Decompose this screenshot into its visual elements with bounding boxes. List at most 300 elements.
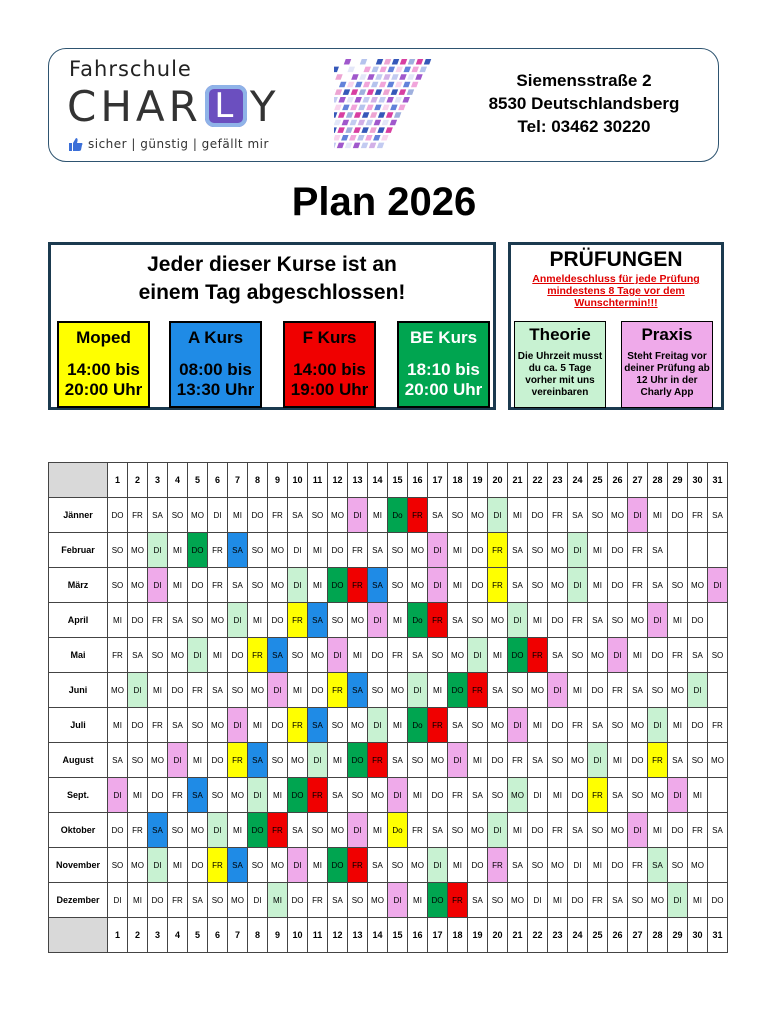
day-cell: SO <box>468 708 488 743</box>
day-cell: DI <box>428 848 448 883</box>
day-cell: MO <box>568 743 588 778</box>
mosaic-tile <box>400 59 408 65</box>
course-name: F Kurs <box>302 328 357 347</box>
day-cell <box>708 603 728 638</box>
address-phone: Tel: 03462 30220 <box>517 117 651 136</box>
day-cell: Do <box>408 708 428 743</box>
brand-logo <box>67 83 279 129</box>
day-cell: SO <box>408 743 428 778</box>
day-cell: SO <box>588 813 608 848</box>
day-cell: MO <box>348 603 368 638</box>
day-cell: DO <box>288 778 308 813</box>
day-cell <box>668 533 688 568</box>
day-cell: DI <box>568 848 588 883</box>
day-cell: FR <box>488 568 508 603</box>
day-cell: MO <box>368 883 388 918</box>
day-cell: SO <box>688 743 708 778</box>
day-cell <box>688 533 708 568</box>
day-cell: FR <box>548 813 568 848</box>
course-a-kurs <box>169 321 262 408</box>
day-cell: SA <box>668 743 688 778</box>
day-cell: DI <box>568 533 588 568</box>
day-cell: DO <box>148 778 168 813</box>
day-cell: DI <box>508 708 528 743</box>
day-cell: DI <box>288 568 308 603</box>
day-cell: MO <box>268 848 288 883</box>
day-cell <box>708 848 728 883</box>
course-name: A Kurs <box>187 328 244 347</box>
mosaic-tile <box>359 89 367 95</box>
day-number-cell: 8 <box>248 463 268 498</box>
day-cell: FR <box>568 708 588 743</box>
day-cell: SA <box>308 708 328 743</box>
day-cell: MO <box>328 498 348 533</box>
day-cell: FR <box>448 778 468 813</box>
day-cell: SA <box>168 603 188 638</box>
day-cell: MI <box>128 883 148 918</box>
courses-heading-line2: einem Tag abgeschlossen! <box>138 281 406 304</box>
day-cell: MI <box>248 603 268 638</box>
day-number-cell: 30 <box>688 463 708 498</box>
day-number-cell: 11 <box>308 918 328 953</box>
mosaic-tile <box>362 97 370 103</box>
day-cell: DI <box>148 533 168 568</box>
mosaic-tile <box>403 67 411 73</box>
day-cell: SO <box>608 603 628 638</box>
mosaic-tile <box>363 67 371 73</box>
day-cell: DO <box>168 673 188 708</box>
day-cell: MO <box>368 778 388 813</box>
day-cell: MI <box>408 883 428 918</box>
day-cell: MO <box>528 673 548 708</box>
day-cell: SO <box>248 848 268 883</box>
mosaic-tile <box>360 59 368 65</box>
day-cell: MI <box>168 533 188 568</box>
day-cell: SA <box>628 673 648 708</box>
calendar-body <box>49 498 728 918</box>
day-cell: MI <box>628 638 648 673</box>
day-cell: MI <box>108 708 128 743</box>
day-number-cell: 7 <box>228 463 248 498</box>
day-cell: MI <box>388 708 408 743</box>
day-cell: MI <box>588 533 608 568</box>
day-cell: DI <box>588 743 608 778</box>
month-label: Dezember <box>49 883 108 918</box>
mosaic-tile <box>339 82 347 88</box>
day-cell: SO <box>308 813 328 848</box>
day-cell: SA <box>648 848 668 883</box>
exam-practice-title: Praxis <box>641 325 693 344</box>
day-number-cell: 27 <box>628 918 648 953</box>
day-cell: DI <box>108 778 128 813</box>
day-cell: FR <box>648 743 668 778</box>
day-cell: DO <box>608 533 628 568</box>
day-number-cell: 30 <box>688 918 708 953</box>
day-number-cell: 24 <box>568 463 588 498</box>
day-cell: MO <box>508 883 528 918</box>
day-cell: DI <box>368 603 388 638</box>
mosaic-tile <box>387 82 395 88</box>
day-number-cell: 28 <box>648 918 668 953</box>
day-cell: DO <box>488 743 508 778</box>
day-cell: DO <box>708 883 728 918</box>
day-cell: SA <box>308 603 328 638</box>
day-cell: DI <box>648 708 668 743</box>
day-cell: DO <box>248 498 268 533</box>
day-number-cell: 5 <box>188 463 208 498</box>
exam-practice-note: Steht Freitag vor deiner Prüfung ab 12 Uhr in der Charly App <box>624 351 710 398</box>
day-cell: DO <box>568 883 588 918</box>
day-cell: MO <box>228 778 248 813</box>
day-cell: SA <box>508 533 528 568</box>
day-cell: MI <box>588 568 608 603</box>
day-cell: SO <box>168 813 188 848</box>
day-cell: MI <box>368 498 388 533</box>
mosaic-tile <box>369 127 377 132</box>
day-cell: MI <box>108 603 128 638</box>
day-cell: DI <box>628 498 648 533</box>
day-cell: FR <box>608 673 628 708</box>
day-cell: SA <box>428 498 448 533</box>
month-label: März <box>49 568 108 603</box>
month-row <box>49 813 728 848</box>
day-cell: SO <box>668 568 688 603</box>
mosaic-tile <box>334 127 337 132</box>
day-cell: FR <box>488 848 508 883</box>
day-cell: DI <box>508 603 528 638</box>
mosaic-tile <box>375 74 383 80</box>
mosaic-tile <box>411 82 419 88</box>
day-cell: DO <box>588 673 608 708</box>
courses-heading <box>51 251 493 307</box>
mosaic-tile <box>407 74 415 80</box>
day-cell: FR <box>628 533 648 568</box>
day-cell: MI <box>608 743 628 778</box>
day-cell: DI <box>628 813 648 848</box>
day-number-cell: 4 <box>168 463 188 498</box>
day-cell: Do <box>388 813 408 848</box>
mosaic-tile <box>408 59 416 65</box>
mosaic-tile <box>358 105 366 111</box>
brand-name: Fahrschule <box>69 57 192 81</box>
day-cell: FR <box>408 498 428 533</box>
day-cell: SA <box>108 743 128 778</box>
day-cell: DI <box>108 883 128 918</box>
day-number-cell: 16 <box>408 918 428 953</box>
mosaic-tile <box>363 82 371 88</box>
day-cell: FR <box>128 813 148 848</box>
mosaic-tile <box>341 135 349 141</box>
exam-theory-note: Die Uhrzeit musst du ca. 5 Tage vorher mit uns vereinbaren <box>517 351 603 398</box>
day-cell: DO <box>348 743 368 778</box>
day-cell: SO <box>208 778 228 813</box>
day-cell: MO <box>268 568 288 603</box>
day-cell: DI <box>408 673 428 708</box>
day-cell: MO <box>188 813 208 848</box>
day-number-cell: 11 <box>308 463 328 498</box>
day-cell: DO <box>128 708 148 743</box>
day-cell: MO <box>488 603 508 638</box>
day-number-cell: 26 <box>608 918 628 953</box>
day-cell: SA <box>128 638 148 673</box>
header-card <box>48 48 719 162</box>
address-street: Siemensstraße 2 <box>516 71 652 90</box>
month-label: November <box>49 848 108 883</box>
day-cell: DO <box>468 533 488 568</box>
mosaic-tile <box>346 112 354 118</box>
day-cell: DI <box>648 603 668 638</box>
month-row <box>49 498 728 533</box>
day-cell: MI <box>648 498 668 533</box>
day-cell: MO <box>408 568 428 603</box>
day-cell: MI <box>548 778 568 813</box>
day-cell: SO <box>388 533 408 568</box>
day-cell: DO <box>248 813 268 848</box>
day-number-cell: 31 <box>708 918 728 953</box>
mosaic-tile <box>402 97 410 103</box>
mosaic-tile <box>370 97 378 103</box>
day-number-cell: 24 <box>568 918 588 953</box>
day-cell: SO <box>528 848 548 883</box>
day-cell: DI <box>528 778 548 813</box>
day-cell: SA <box>368 533 388 568</box>
day-cell: DI <box>348 813 368 848</box>
mosaic-tile <box>379 67 387 73</box>
day-cell: DO <box>108 498 128 533</box>
day-cell: SA <box>228 848 248 883</box>
day-cell: MO <box>128 568 148 603</box>
mosaic-tile <box>415 74 423 80</box>
day-cell: MO <box>108 673 128 708</box>
day-cell: MO <box>548 568 568 603</box>
day-cell: DI <box>228 603 248 638</box>
day-cell: FR <box>148 603 168 638</box>
exams-box <box>508 242 724 410</box>
day-cell: MO <box>468 498 488 533</box>
mosaic-tile <box>345 143 353 149</box>
course-be-kurs <box>397 321 490 408</box>
day-cell: SA <box>228 568 248 603</box>
day-cell: FR <box>548 498 568 533</box>
mosaic-tile <box>350 105 358 111</box>
mosaic-tile <box>347 82 355 88</box>
mosaic-tile <box>399 89 407 95</box>
day-cell: MO <box>348 708 368 743</box>
mosaic-tile <box>371 82 379 88</box>
day-cell: MI <box>128 778 148 813</box>
day-cell: FR <box>688 498 708 533</box>
day-cell: DI <box>488 498 508 533</box>
day-cell: FR <box>268 498 288 533</box>
brand-logo-right: Y <box>249 81 280 131</box>
day-number-cell: 10 <box>288 463 308 498</box>
day-cell: SO <box>348 883 368 918</box>
day-cell: SO <box>668 848 688 883</box>
month-row <box>49 848 728 883</box>
address <box>469 69 699 138</box>
day-cell: MI <box>228 498 248 533</box>
mosaic-tile <box>343 89 351 95</box>
day-cell: DI <box>368 708 388 743</box>
day-cell: DO <box>528 813 548 848</box>
day-number-cell: 21 <box>508 918 528 953</box>
day-cell: DO <box>128 603 148 638</box>
day-cell: DO <box>188 533 208 568</box>
day-cell: MI <box>588 848 608 883</box>
day-cell: SA <box>608 778 628 813</box>
day-cell: SA <box>708 498 728 533</box>
day-number-cell: 25 <box>588 918 608 953</box>
mosaic-tile <box>350 120 358 126</box>
day-cell: SO <box>548 743 568 778</box>
day-cell: DI <box>168 743 188 778</box>
day-cell: DO <box>428 883 448 918</box>
day-number-cell: 20 <box>488 463 508 498</box>
day-cell: FR <box>108 638 128 673</box>
page-title: Plan 2026 <box>291 180 477 224</box>
day-cell: FR <box>588 778 608 813</box>
day-cell: MO <box>228 883 248 918</box>
day-cell: MO <box>508 778 528 813</box>
mosaic-tile <box>334 97 338 103</box>
day-cell: MI <box>288 673 308 708</box>
day-number-cell: 12 <box>328 918 348 953</box>
day-cell: MO <box>308 638 328 673</box>
day-cell: MO <box>608 498 628 533</box>
day-number-cell: 25 <box>588 463 608 498</box>
mosaic-tile <box>386 112 394 118</box>
mosaic-tile <box>355 82 363 88</box>
day-cell: MO <box>688 568 708 603</box>
day-number-cell: 19 <box>468 918 488 953</box>
day-cell: DI <box>668 883 688 918</box>
mosaic-tile <box>391 74 399 80</box>
mosaic-tile <box>365 135 373 141</box>
mosaic-tile <box>394 112 402 118</box>
day-cell: DI <box>288 533 308 568</box>
day-number-cell: 17 <box>428 918 448 953</box>
day-cell: SA <box>548 638 568 673</box>
day-cell: DI <box>568 568 588 603</box>
day-cell: MI <box>468 743 488 778</box>
day-number-cell: 21 <box>508 463 528 498</box>
day-cell: DI <box>608 638 628 673</box>
mosaic-tile <box>334 135 341 141</box>
day-cell: SO <box>308 498 328 533</box>
day-cell: MI <box>528 603 548 638</box>
mosaic-tile <box>338 112 346 118</box>
day-number-cell: 22 <box>528 918 548 953</box>
day-cell: SO <box>368 673 388 708</box>
day-cell: DO <box>188 568 208 603</box>
courses-heading-line1: Jeder dieser Kurse ist an <box>147 253 397 276</box>
day-number-cell: 23 <box>548 918 568 953</box>
mosaic-tile <box>390 120 398 126</box>
day-cell: DO <box>528 498 548 533</box>
month-label: Juli <box>49 708 108 743</box>
day-cell: MI <box>448 568 468 603</box>
day-cell: FR <box>688 813 708 848</box>
mosaic-tile <box>358 120 366 126</box>
day-cell: SO <box>508 673 528 708</box>
day-cell: SO <box>628 778 648 813</box>
day-cell: DI <box>708 568 728 603</box>
day-cell: FR <box>308 883 328 918</box>
day-cell: SO <box>328 603 348 638</box>
day-number-cell: 13 <box>348 463 368 498</box>
day-cell: SO <box>428 638 448 673</box>
day-cell: MO <box>628 603 648 638</box>
day-cell: SO <box>208 883 228 918</box>
day-cell: MI <box>428 673 448 708</box>
month-row <box>49 638 728 673</box>
corner-cell <box>49 463 108 498</box>
address-city: 8530 Deutschlandsberg <box>488 94 680 113</box>
day-cell: MI <box>408 778 428 813</box>
day-cell: FR <box>668 638 688 673</box>
day-cell: MI <box>148 673 168 708</box>
day-cell: FR <box>588 883 608 918</box>
course-moped <box>57 321 150 408</box>
day-cell: MI <box>328 743 348 778</box>
day-cell: FR <box>388 638 408 673</box>
mosaic-tile <box>338 97 346 103</box>
day-cell: FR <box>528 638 548 673</box>
mosaic-tile <box>334 67 339 73</box>
day-cell: SA <box>648 533 668 568</box>
mosaic-tile <box>374 105 382 111</box>
day-cell: MI <box>168 848 188 883</box>
mosaic-tile <box>392 59 400 65</box>
day-cell: SO <box>628 883 648 918</box>
day-cell: SO <box>568 638 588 673</box>
mosaic-tile <box>375 89 383 95</box>
mosaic-tile <box>357 135 365 141</box>
month-label: Jänner <box>49 498 108 533</box>
mosaic-tile <box>351 89 359 95</box>
day-cell: SA <box>588 603 608 638</box>
day-number-cell: 2 <box>128 918 148 953</box>
month-label: Februar <box>49 533 108 568</box>
day-number-cell: 9 <box>268 918 288 953</box>
day-cell: SA <box>148 813 168 848</box>
mosaic-tile <box>366 105 374 111</box>
day-cell: DI <box>148 848 168 883</box>
mosaic-tile <box>362 112 370 118</box>
mosaic-tile <box>359 74 367 80</box>
day-cell: MI <box>568 673 588 708</box>
day-cell: DO <box>668 813 688 848</box>
mosaic-tile <box>377 143 385 149</box>
mosaic-tile <box>416 59 424 65</box>
day-cell: MO <box>688 848 708 883</box>
day-cell: FR <box>348 568 368 603</box>
mosaic-tile <box>387 67 395 73</box>
day-cell: SO <box>128 743 148 778</box>
mosaic-tile <box>391 89 399 95</box>
day-cell: MO <box>648 778 668 813</box>
mosaic-tile <box>386 97 394 103</box>
day-cell: SA <box>408 638 428 673</box>
day-cell: DO <box>148 883 168 918</box>
day-number-cell: 15 <box>388 918 408 953</box>
day-cell: MI <box>388 603 408 638</box>
day-cell: SO <box>248 533 268 568</box>
month-label: April <box>49 603 108 638</box>
day-cell: DI <box>448 743 468 778</box>
month-row <box>49 708 728 743</box>
day-cell: MI <box>488 638 508 673</box>
